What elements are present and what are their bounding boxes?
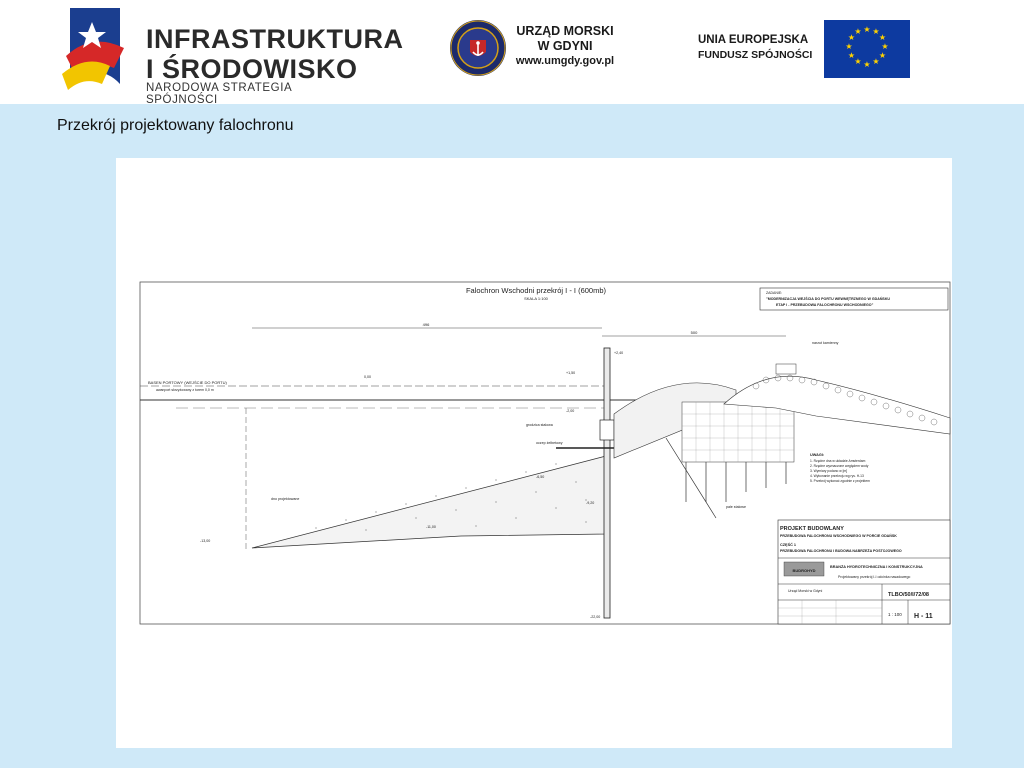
svg-text:★: ★ xyxy=(878,51,887,60)
title-block-part: PRZEBUDOWA FALOCHRONU I BUDOWA NABRZEŻA POSTOJOWEGO xyxy=(780,549,902,553)
level-4: -2,00 xyxy=(566,409,575,413)
capping-label: oczep żelbetowy xyxy=(536,441,563,445)
project-box-label: ZADANIE: xyxy=(766,291,783,295)
level-3: 0,00 xyxy=(364,375,371,379)
unia-line2: FUNDUSZ SPÓJNOŚCI xyxy=(698,49,813,61)
flag-swirl-icon xyxy=(62,4,142,98)
sheet-pile-wall xyxy=(604,348,610,618)
level-6: -9,20 xyxy=(586,501,595,505)
infrastruktura-logo xyxy=(62,4,404,106)
urzad-website: www.umgdy.gov.pl xyxy=(515,55,615,67)
sheet-pile-label: grodzica stalowa xyxy=(526,423,553,427)
armour-label: narzut kamienny xyxy=(812,341,839,345)
svg-text:★: ★ xyxy=(872,57,880,66)
svg-text:★: ★ xyxy=(881,42,889,51)
infrastruktura-line2: I ŚRODOWISKO xyxy=(146,54,358,84)
level-5: -6,50 xyxy=(536,475,545,479)
infrastruktura-line1: INFRASTRUKTURA xyxy=(146,24,404,54)
technical-drawing xyxy=(116,158,952,748)
client: Urząd Morski w Gdyni xyxy=(788,589,823,593)
capping-beam xyxy=(600,420,614,440)
drawing-title: Falochron Wschodni przekrój I - I (600mb) xyxy=(465,286,607,295)
urzad-line2: W GDYNI xyxy=(537,39,593,53)
title-block-heading: PROJEKT BUDOWLANY xyxy=(780,526,844,532)
note-3: 3. Wymiary podano w [m] xyxy=(810,469,848,473)
project-box-line2: ETAP I - PRZEBUDOWA FALOCHRONU WSCHODNIEGO" xyxy=(776,303,874,307)
svg-text:★: ★ xyxy=(863,25,871,34)
slope-label: dno projektowane xyxy=(271,497,300,501)
note-2: 2. Rzędne wyznaczone względem wody xyxy=(810,464,869,468)
eu-flag-icon xyxy=(824,20,910,78)
dim-label-1: 496 xyxy=(422,322,430,327)
unia-line1: UNIA EUROPEJSKA xyxy=(698,34,809,46)
svg-text:★: ★ xyxy=(854,27,862,36)
svg-text:★: ★ xyxy=(863,60,871,69)
level-7: -11,00 xyxy=(426,525,436,529)
note-5: 5. Przekrój wykonać zgodnie z projektem xyxy=(810,479,870,483)
level-1: +2,40 xyxy=(614,351,624,355)
note-4: 4. Wykonanie przekroju wg rys. H-13 xyxy=(810,474,864,478)
maritime-office-seal-icon xyxy=(448,18,508,78)
unia-text xyxy=(698,32,820,62)
note-1: 1. Rzędne dna w układzie Amsterdam xyxy=(810,459,866,463)
svg-text:★: ★ xyxy=(845,42,853,51)
notes-title: UWAGI: xyxy=(810,453,825,457)
level-9: -22,00 xyxy=(590,615,601,619)
urzad-morski-logo xyxy=(448,18,628,82)
svg-text:★: ★ xyxy=(847,33,856,42)
slide-title: Przekrój projektowany falochronu xyxy=(57,117,294,134)
project-box-line1: "MODERNIZACJA WEJŚCIA DO PORTU WEWNĘTRZNEGO W GDAŃSKU xyxy=(766,297,891,301)
cross-section-drawing xyxy=(116,158,952,748)
drawing-name: Projektowany przekrój I-I odcinka nasadowego xyxy=(838,575,911,579)
unia-europejska-logo xyxy=(696,18,916,82)
level-8: -13,00 xyxy=(200,539,211,543)
sheet-number: H - 11 xyxy=(914,613,933,620)
infrastruktura-line3: NARODOWA STRATEGIA SPÓJNOŚCI xyxy=(146,82,292,106)
title-block-part-label: CZĘŚĆ 1 xyxy=(780,543,797,547)
header-logo-bar xyxy=(0,0,1024,104)
port-basin-label: BASEN PORTOWY (WEJŚCIE DO PORTU) xyxy=(148,380,227,385)
urzad-morski-text xyxy=(510,24,620,68)
design-slope xyxy=(252,456,606,548)
dim-label-2: 500 xyxy=(690,330,698,335)
svg-text:★: ★ xyxy=(847,51,856,60)
title-block-sub: PRZEBUDOWA FALOCHRONU WSCHODNIEGO W PORCIE GDAŃSK xyxy=(780,534,897,538)
svg-text:★: ★ xyxy=(854,57,862,66)
svg-text:★: ★ xyxy=(872,27,880,36)
drawing-number: TLBO/50/I/72/08 xyxy=(888,592,929,598)
firm-name: BUDROHYD xyxy=(792,568,816,573)
title-block xyxy=(778,520,950,624)
crown-block xyxy=(776,364,796,374)
piles-label: pale stalowe xyxy=(726,505,746,509)
level-2: +1,50 xyxy=(566,371,576,375)
branch: BRANŻA HYDROTECHNICZNA I KONSTRUKCYJNA xyxy=(830,565,923,569)
urzad-line1: URZĄD MORSKI xyxy=(516,24,614,38)
svg-text:★: ★ xyxy=(878,33,887,42)
title-block-scale: 1 : 100 xyxy=(888,612,902,617)
drawing-scale: SKALA 1:100 xyxy=(524,296,548,301)
port-basin-sub: awanport skrzyżowany z torem 0,0 m xyxy=(156,388,214,392)
